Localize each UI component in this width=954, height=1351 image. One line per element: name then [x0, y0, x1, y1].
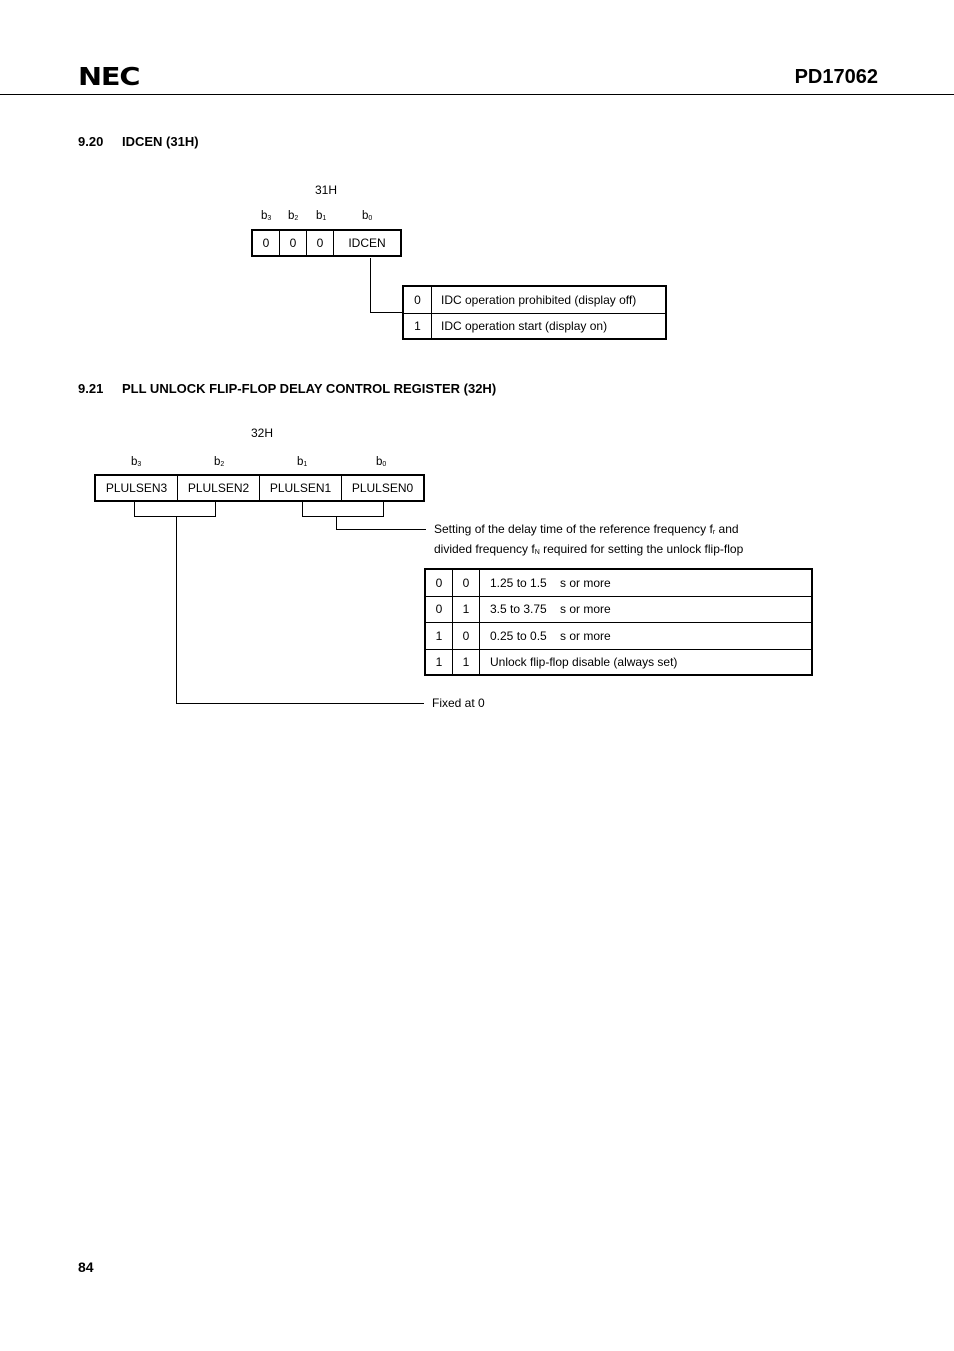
bit-cell-plulsen1: PLULSEN1 [260, 475, 342, 501]
bracket-line [215, 502, 216, 516]
bit-label-b2: $b_2$ [288, 210, 299, 222]
section-number: 9.21 [78, 381, 104, 396]
bit1-cell: 1 [425, 622, 453, 649]
bit0-cell: 1 [453, 649, 480, 675]
connector-line [370, 312, 403, 313]
bit1-cell: 0 [425, 569, 453, 596]
description-cell: 0.25 to 0.5 s or more [480, 622, 813, 649]
description-cell: IDC operation prohibited (display off) [432, 286, 667, 313]
bit-cell-idcen: IDCEN [334, 230, 402, 256]
value-cell: 1 [403, 313, 432, 339]
section-title: IDCEN (31H) [122, 134, 199, 149]
bracket-line [302, 502, 303, 516]
nec-logo: NEC [78, 62, 140, 91]
section-heading-9-20 [78, 134, 199, 149]
bracket-line [302, 516, 384, 517]
register-address: 31H [315, 183, 338, 197]
description-cell: 3.5 to 3.75 s or more [480, 596, 813, 622]
table-row [425, 596, 812, 622]
delay-setting-note: Setting of the delay time of the reference frequency $f_r$ and divided frequency $f_N$ required for setting the unlock flip-flop [434, 522, 744, 556]
section-number: 9.20 [78, 134, 104, 149]
bit-label-b0: $b_0$ [376, 456, 387, 468]
connector-line [336, 529, 426, 530]
bit0-cell: 0 [453, 622, 480, 649]
bracket-line [383, 502, 384, 516]
bit0-cell: 0 [453, 569, 480, 596]
bit-label-b0: $b_0$ [362, 210, 373, 222]
register-31h [251, 229, 402, 257]
document-number: PD17062 [794, 66, 878, 88]
idcen-value-table [402, 285, 667, 340]
bit-cell-plulsen2: PLULSEN2 [178, 475, 260, 501]
bit-cell: 0 [307, 230, 334, 256]
table-row [425, 569, 812, 596]
page-number: 84 [78, 1259, 94, 1275]
bit-label-b3: $b_3$ [131, 456, 142, 468]
table-row [425, 622, 812, 649]
section-title: PLL UNLOCK FLIP-FLOP DELAY CONTROL REGISTER (32H) [122, 381, 497, 396]
bit-label-b3: $b_3$ [261, 210, 272, 222]
table-row [425, 649, 812, 675]
description-cell: 1.25 to 1.5 s or more [480, 569, 813, 596]
table-row [403, 313, 666, 339]
connector-line [336, 516, 337, 530]
bit0-cell: 1 [453, 596, 480, 622]
bracket-line [134, 516, 216, 517]
connector-line [176, 516, 177, 704]
value-cell: 0 [403, 286, 432, 313]
fixed-at-0-label: Fixed at 0 [432, 696, 485, 710]
bit-cell-plulsen0: PLULSEN0 [342, 475, 425, 501]
bit-label-b2: $b_2$ [214, 456, 225, 468]
bracket-line [134, 502, 135, 516]
bit-cell: 0 [280, 230, 307, 256]
bit-cell-plulsen3: PLULSEN3 [95, 475, 178, 501]
register-32h [94, 474, 425, 502]
connector-line [176, 703, 424, 704]
bit1-cell: 1 [425, 649, 453, 675]
bit1-cell: 0 [425, 596, 453, 622]
bit-cell: 0 [252, 230, 280, 256]
bit-label-b1: $b_1$ [297, 456, 308, 468]
connector-line [370, 258, 371, 312]
bit-label-b1: $b_1$ [316, 210, 327, 222]
table-row [403, 286, 666, 313]
delay-value-table [424, 568, 813, 676]
register-address: 32H [251, 426, 274, 440]
header-rule [0, 94, 954, 95]
description-cell: Unlock flip-flop disable (always set) [480, 649, 813, 675]
section-heading-9-21 [78, 381, 496, 396]
description-cell: IDC operation start (display on) [432, 313, 667, 339]
